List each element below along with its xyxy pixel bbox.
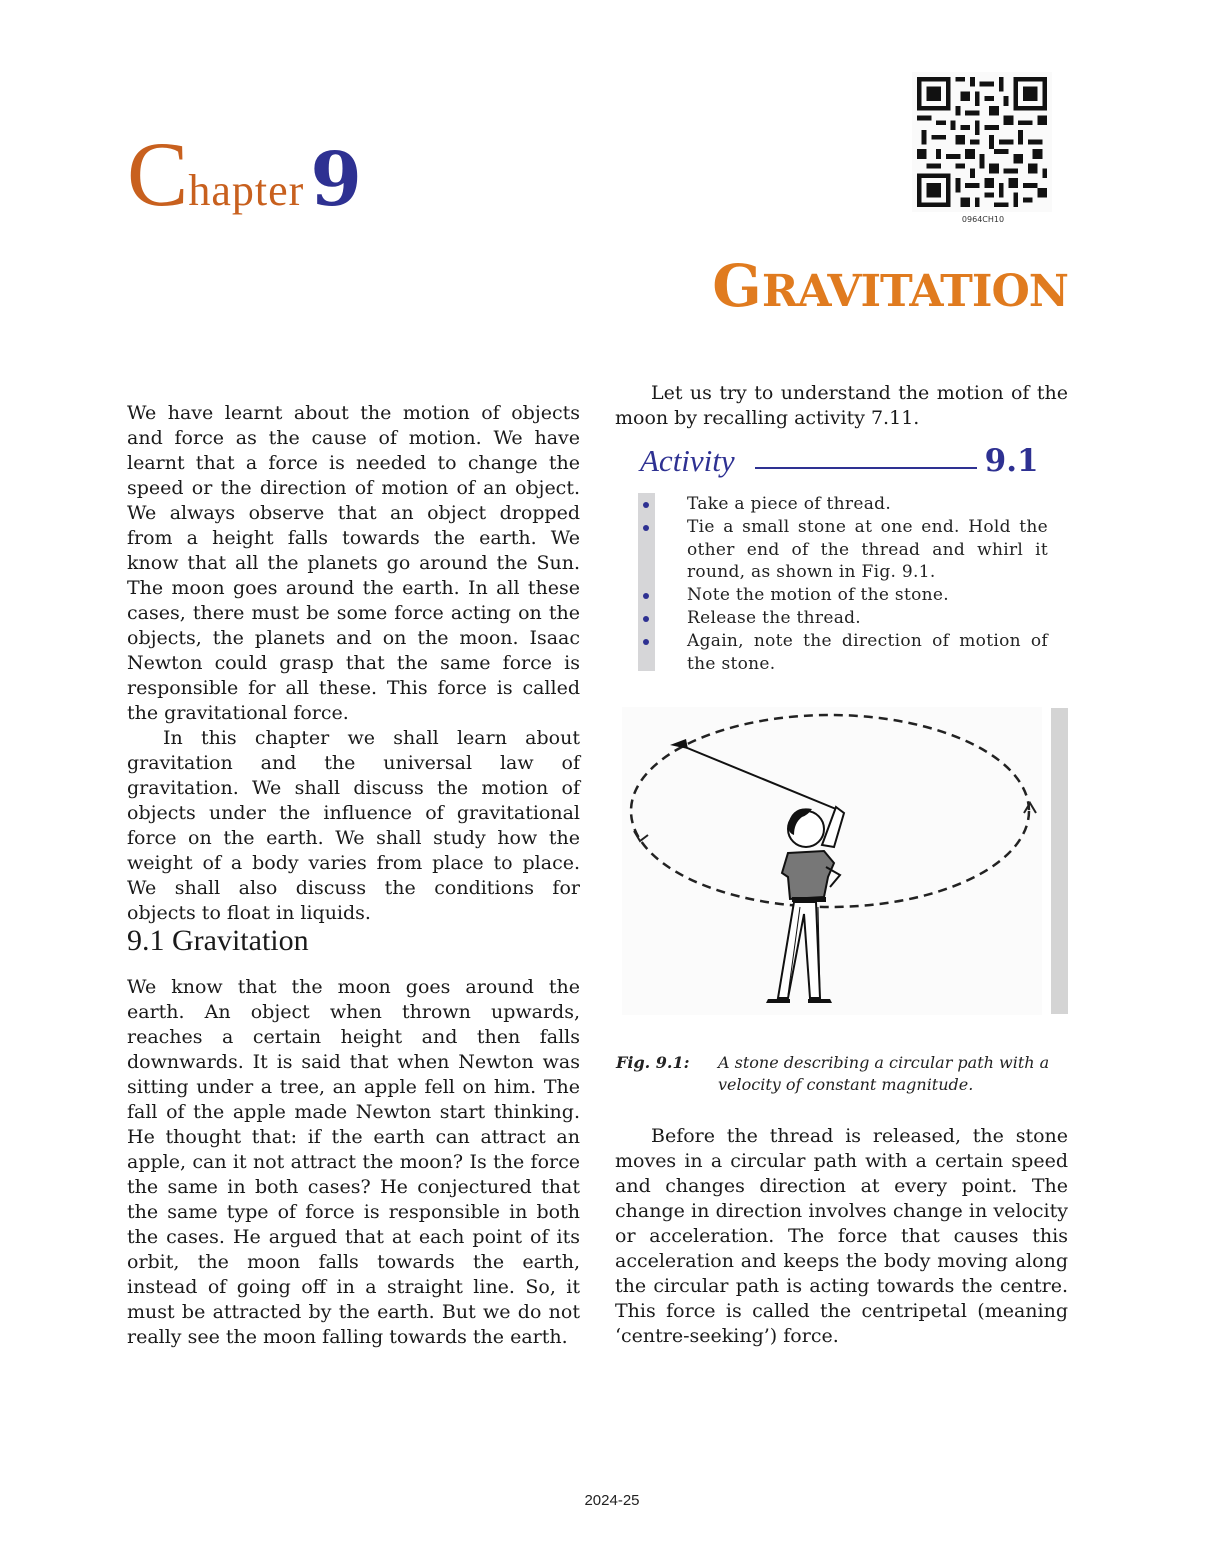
activity-step: Note the motion of the stone. [638, 584, 1048, 607]
activity-step: Tie a small stone at one end. Hold the other end of the thread and whirl it round, as shown in Fig. 9.1. [638, 516, 1048, 584]
activity-step: Take a piece of thread. [638, 493, 1048, 516]
bullet-icon [643, 593, 649, 599]
figure-sidebar [1051, 708, 1068, 1014]
chapter-heading [127, 123, 362, 228]
activity-step: Release the thread. [638, 607, 1048, 630]
activity-label: Activity [640, 443, 735, 478]
figure-caption-text: A stone describing a circular path with a velocity of constant magnitude. [718, 1053, 1050, 1094]
bullet-icon [643, 525, 649, 531]
right-intro-paragraph: Let us try to understand the motion of the moon by recalling activity 7.11. [615, 382, 1068, 429]
bullet-icon [643, 639, 649, 645]
qr-code-label: 0964CH10 [961, 215, 1005, 224]
section-heading: 9.1 Gravitation [127, 924, 309, 957]
figure-label: Fig. 9.1: [616, 1053, 690, 1072]
activity-steps [638, 493, 1048, 675]
right-intro [615, 381, 1068, 431]
intro-paragraph-1: We have learnt about the motion of objects and force as the cause of motion. We have learnt that a force is needed to change the speed or the direction of motion of an object. We always observe that an object dropped from a height falls towards the earth. We know that all the planets go around the Sun. The moon goes around the earth. In all these cases, there must be some force acting on the objects, the planets and on the moon. Isaac Newton could grasp that the same force is responsible for all these. This force is called the gravitational force. [127, 402, 580, 724]
qr-code-icon[interactable] [912, 72, 1052, 212]
bullet-icon [643, 502, 649, 508]
chapter-initial: C [127, 123, 189, 225]
activity-number: 9.1 [984, 443, 1039, 479]
closing-text [615, 1124, 1068, 1349]
activity-heading [640, 443, 1039, 479]
intro-text [127, 401, 580, 926]
page-footer-year: 2024-25 [584, 1492, 640, 1509]
title-rest: RAVITATION [761, 266, 1068, 317]
closing-paragraph: Before the thread is released, the stone moves in a circular path with a certain speed and changes direction at every point. The change in direction involves change in velocity or acceleration. The force that causes this acceleration and keeps the body moving along the circular path is acting towards the centre. This force is called the centripetal (meaning ‘centre-seeking’) force. [615, 1125, 1068, 1347]
bullet-icon [643, 616, 649, 622]
figure-illustration [622, 707, 1042, 1015]
activity-rule [755, 466, 977, 469]
section-text [127, 975, 580, 1350]
chapter-word: hapter [188, 166, 305, 215]
section-paragraph: We know that the moon goes around the earth. An object when thrown upwards, reaches a certain height and then falls downwards. It is said that when Newton was sitting under a tree, an apple fell on him. The fall of the apple made Newton start thinking. He thought that: if the earth can attract an apple, can it not attract the moon? Is the force the same in both cases? He conjectured that the same type of force is responsible in both the cases. He argued that at each point of its orbit, the moon falls towards the earth, instead of going off in a straight line. So, it must be attracted by the earth. But we do not really see the moon falling towards the earth. [127, 976, 580, 1348]
title-initial: G [712, 252, 762, 320]
activity-step: Again, note the direction of motion of the stone. [638, 630, 1048, 676]
figure-caption [616, 1052, 1071, 1096]
chapter-title [712, 252, 1068, 320]
intro-paragraph-2: In this chapter we shall learn about gravitation and the universal law of gravitation. We shall discuss the motion of objects under the influence of gravitational force on the earth. We shall study how the weight of a body varies from place to place. We shall also discuss the conditions for objects to float in liquids. [127, 727, 580, 924]
chapter-number: 9 [310, 137, 362, 223]
